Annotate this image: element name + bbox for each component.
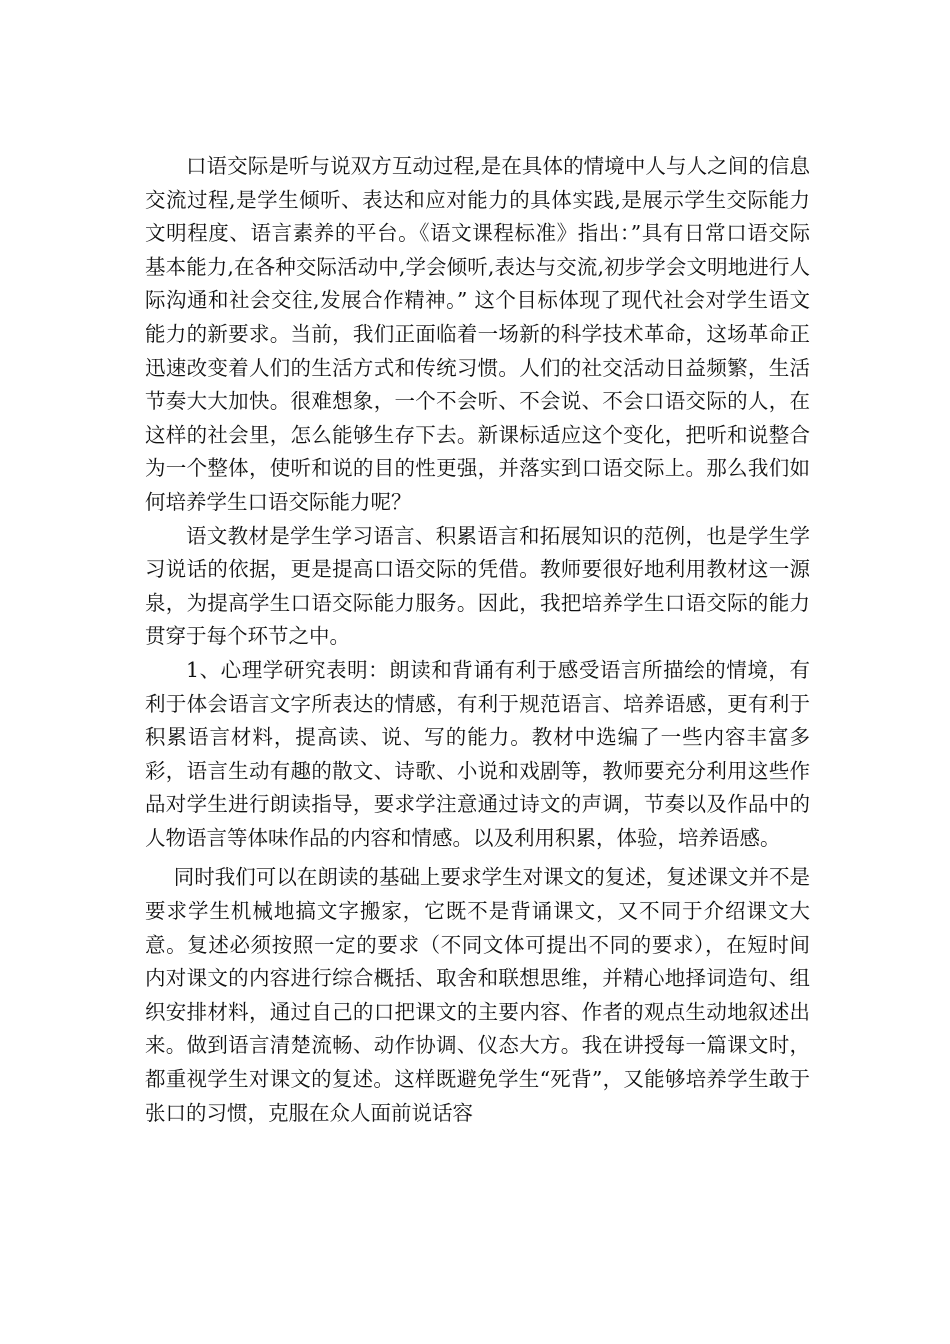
document-body: [145, 150, 810, 1130]
paragraph-textbook: 语文教材是学生学习语言、积累语言和拓展知识的范例，也是学生学习说话的依据，更是提高口语交际的凭借。教师要很好地利用教材这一源泉，为提高学生口语交际能力服务。因此，我把培养学生口语交际的能力贯穿于每个环节之中。: [145, 523, 810, 649]
paragraph-intro: 口语交际是听与说双方互动过程,是在具体的情境中人与人之间的信息交流过程,是学生倾听、表达和应对能力的具体实践,是展示学生交际能力文明程度、语言素养的平台。《语文课程标准》指出：”具有日常口语交际基本能力,在各种交际活动中,学会倾听,表达与交流,初步学会文明地进行人际沟通和社会交往,发展合作精神。” 这个目标体现了现代社会对学生语文能力的新要求。当前，我们正面临着一场新的科学技术革命，这场革命正迅速改变着人们的生活方式和传统习惯。人们的社交活动日益频繁，生活节奏大大加快。很难想象，一个不会听、不会说、不会口语交际的人，在这样的社会里，怎么能够生存下去。新课标适应这个变化，把听和说整合为一个整体，使听和说的目的性更强，并落实到口语交际上。那么我们如何培养学生口语交际能力呢？: [145, 154, 810, 514]
paragraph-retelling: 同时我们可以在朗读的基础上要求学生对课文的复述，复述课文并不是要求学生机械地搞文字搬家，它既不是背诵课文，又不同于介绍课文大意。复述必须按照一定的要求（不同文体可提出不同的要求），在短时间内对课文的内容进行综合概括、取舍和联想思维，并精心地择词造句、组织安排材料，通过自己的口把课文的主要内容、作者的观点生动地叙述出来。做到语言清楚流畅、动作协调、仪态大方。我在讲授每一篇课文时，都重视学生对课文的复述。这样既避免学生“死背”，又能够培养学生敢于张口的习惯，克服在众人面前说话容: [145, 865, 810, 1125]
paragraph-point-1: 1、心理学研究表明：朗读和背诵有利于感受语言所描绘的情境，有利于体会语言文字所表达的情感，有利于规范语言、培养语感，更有利于积累语言材料，提高读、说、写的能力。教材中选编了一些内容丰富多彩，语言生动有趣的散文、诗歌、小说和戏剧等，教师要充分利用这些作品对学生进行朗读指导，要求学注意通过诗文的声调，节奏以及作品中的人物语言等体味作品的内容和情感。以及利用积累，体验，培养语感。: [145, 657, 810, 850]
